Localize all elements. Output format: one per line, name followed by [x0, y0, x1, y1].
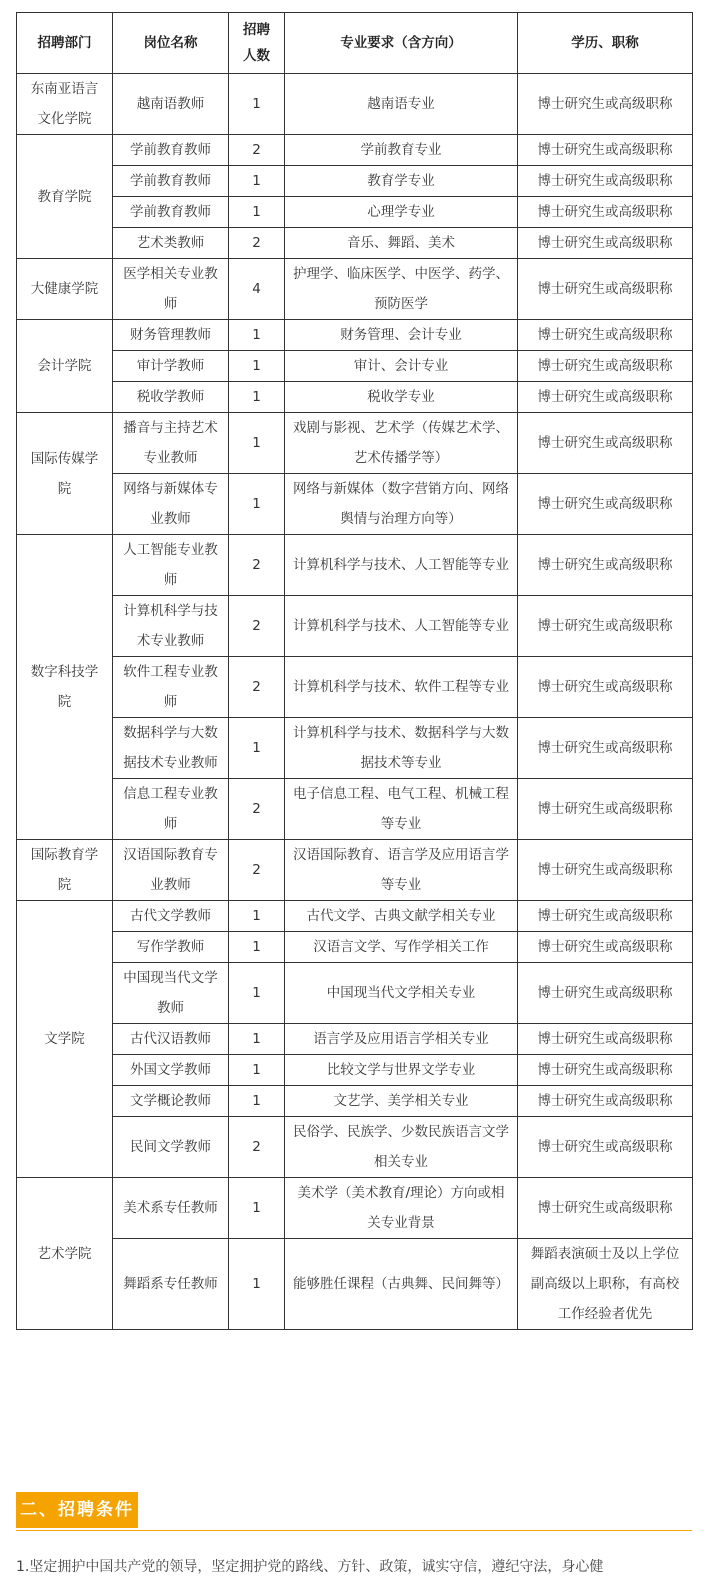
position-cell: 汉语国际教育专业教师 — [113, 840, 229, 901]
conditions-paragraph: 1.坚定拥护中国共产党的领导，坚定拥护党的路线、方针、政策，诚实守信，遵纪守法，身心健 — [16, 1559, 604, 1575]
position-cell: 学前教育教师 — [113, 166, 229, 197]
department-cell: 国际教育学院 — [17, 840, 113, 901]
major-cell: 汉语国际教育、语言学及应用语言学等专业 — [285, 840, 518, 901]
degree-cell: 博士研究生或高级职称 — [518, 779, 693, 840]
position-cell: 网络与新媒体专业教师 — [113, 474, 229, 535]
count-cell: 1 — [229, 413, 285, 474]
count-cell: 1 — [229, 166, 285, 197]
major-cell: 中国现当代文学相关专业 — [285, 963, 518, 1024]
position-cell: 软件工程专业教师 — [113, 657, 229, 718]
degree-cell: 博士研究生或高级职称 — [518, 228, 693, 259]
table-row — [17, 1117, 693, 1178]
table-row — [17, 228, 693, 259]
department-cell: 文学院 — [17, 901, 113, 1178]
major-cell: 文艺学、美学相关专业 — [285, 1086, 518, 1117]
degree-cell: 博士研究生或高级职称 — [518, 1117, 693, 1178]
position-cell: 审计学教师 — [113, 351, 229, 382]
department-cell: 艺术学院 — [17, 1178, 113, 1330]
degree-cell: 博士研究生或高级职称 — [518, 259, 693, 320]
position-cell: 学前教育教师 — [113, 135, 229, 166]
major-cell: 民俗学、民族学、少数民族语言文学相关专业 — [285, 1117, 518, 1178]
degree-cell: 博士研究生或高级职称 — [518, 74, 693, 135]
major-cell: 计算机科学与技术、软件工程等专业 — [285, 657, 518, 718]
count-cell: 1 — [229, 718, 285, 779]
recruitment-table — [16, 12, 693, 1330]
table-row — [17, 535, 693, 596]
table-row — [17, 932, 693, 963]
position-cell: 数据科学与大数据技术专业教师 — [113, 718, 229, 779]
count-cell: 1 — [229, 1055, 285, 1086]
major-cell: 戏剧与影视、艺术学（传媒艺术学、艺术传播学等） — [285, 413, 518, 474]
major-cell: 计算机科学与技术、人工智能等专业 — [285, 535, 518, 596]
header-degree: 学历、职称 — [518, 13, 693, 74]
position-cell: 中国现当代文学教师 — [113, 963, 229, 1024]
count-cell: 1 — [229, 1024, 285, 1055]
table-row — [17, 1055, 693, 1086]
degree-cell: 博士研究生或高级职称 — [518, 1024, 693, 1055]
position-cell: 学前教育教师 — [113, 197, 229, 228]
header-major: 专业要求（含方向） — [285, 13, 518, 74]
major-cell: 教育学专业 — [285, 166, 518, 197]
table-row — [17, 840, 693, 901]
position-cell: 人工智能专业教师 — [113, 535, 229, 596]
position-cell: 美术系专任教师 — [113, 1178, 229, 1239]
major-cell: 网络与新媒体（数字营销方向、网络舆情与治理方向等） — [285, 474, 518, 535]
department-cell: 国际传媒学院 — [17, 413, 113, 535]
major-cell: 学前教育专业 — [285, 135, 518, 166]
count-cell: 1 — [229, 197, 285, 228]
table-row — [17, 963, 693, 1024]
position-cell: 医学相关专业教师 — [113, 259, 229, 320]
count-cell: 2 — [229, 657, 285, 718]
major-cell: 古代文学、古典文献学相关专业 — [285, 901, 518, 932]
count-cell: 2 — [229, 779, 285, 840]
degree-cell: 博士研究生或高级职称 — [518, 963, 693, 1024]
table-row — [17, 657, 693, 718]
position-cell: 越南语教师 — [113, 74, 229, 135]
count-cell: 1 — [229, 351, 285, 382]
degree-cell: 舞蹈表演硕士及以上学位副高级以上职称，有高校工作经验者优先 — [518, 1239, 693, 1330]
count-cell: 1 — [229, 382, 285, 413]
position-cell: 税收学教师 — [113, 382, 229, 413]
count-cell: 2 — [229, 1117, 285, 1178]
count-cell: 1 — [229, 1178, 285, 1239]
degree-cell: 博士研究生或高级职称 — [518, 718, 693, 779]
degree-cell: 博士研究生或高级职称 — [518, 535, 693, 596]
degree-cell: 博士研究生或高级职称 — [518, 1178, 693, 1239]
major-cell: 语言学及应用语言学相关专业 — [285, 1024, 518, 1055]
position-cell: 财务管理教师 — [113, 320, 229, 351]
position-cell: 外国文学教师 — [113, 1055, 229, 1086]
degree-cell: 博士研究生或高级职称 — [518, 351, 693, 382]
table-row — [17, 320, 693, 351]
count-cell: 4 — [229, 259, 285, 320]
table-row — [17, 135, 693, 166]
major-cell: 审计、会计专业 — [285, 351, 518, 382]
header-position: 岗位名称 — [113, 13, 229, 74]
table-row — [17, 413, 693, 474]
major-cell: 计算机科学与技术、数据科学与大数据技术等专业 — [285, 718, 518, 779]
count-cell: 1 — [229, 932, 285, 963]
degree-cell: 博士研究生或高级职称 — [518, 320, 693, 351]
major-cell: 计算机科学与技术、人工智能等专业 — [285, 596, 518, 657]
count-cell: 2 — [229, 535, 285, 596]
department-cell: 数字科技学院 — [17, 535, 113, 840]
position-cell: 计算机科学与技术专业教师 — [113, 596, 229, 657]
count-cell: 1 — [229, 74, 285, 135]
major-cell: 护理学、临床医学、中医学、药学、预防医学 — [285, 259, 518, 320]
degree-cell: 博士研究生或高级职称 — [518, 657, 693, 718]
header-department: 招聘部门 — [17, 13, 113, 74]
table-row — [17, 74, 693, 135]
position-cell: 写作学教师 — [113, 932, 229, 963]
position-cell: 艺术类教师 — [113, 228, 229, 259]
degree-cell: 博士研究生或高级职称 — [518, 166, 693, 197]
count-cell: 1 — [229, 1239, 285, 1330]
degree-cell: 博士研究生或高级职称 — [518, 1086, 693, 1117]
table-row — [17, 779, 693, 840]
table-row — [17, 1178, 693, 1239]
table-row — [17, 718, 693, 779]
degree-cell: 博士研究生或高级职称 — [518, 197, 693, 228]
major-cell: 能够胜任课程（古典舞、民间舞等） — [285, 1239, 518, 1330]
major-cell: 税收学专业 — [285, 382, 518, 413]
degree-cell: 博士研究生或高级职称 — [518, 382, 693, 413]
section-header — [16, 1492, 692, 1531]
department-cell: 教育学院 — [17, 135, 113, 259]
position-cell: 古代汉语教师 — [113, 1024, 229, 1055]
major-cell: 汉语言文学、写作学相关工作 — [285, 932, 518, 963]
major-cell: 美术学（美术教育/理论）方向或相关专业背景 — [285, 1178, 518, 1239]
department-cell: 大健康学院 — [17, 259, 113, 320]
major-cell: 音乐、舞蹈、美术 — [285, 228, 518, 259]
position-cell: 播音与主持艺术专业教师 — [113, 413, 229, 474]
count-cell: 2 — [229, 135, 285, 166]
count-cell: 1 — [229, 474, 285, 535]
department-cell: 东南亚语言文化学院 — [17, 74, 113, 135]
major-cell: 比较文学与世界文学专业 — [285, 1055, 518, 1086]
degree-cell: 博士研究生或高级职称 — [518, 474, 693, 535]
table-row — [17, 197, 693, 228]
count-cell: 2 — [229, 228, 285, 259]
table-row — [17, 1024, 693, 1055]
position-cell: 古代文学教师 — [113, 901, 229, 932]
table-header-row — [17, 13, 693, 74]
degree-cell: 博士研究生或高级职称 — [518, 932, 693, 963]
table-row — [17, 351, 693, 382]
position-cell: 舞蹈系专任教师 — [113, 1239, 229, 1330]
degree-cell: 博士研究生或高级职称 — [518, 135, 693, 166]
major-cell: 心理学专业 — [285, 197, 518, 228]
table-row — [17, 382, 693, 413]
major-cell: 越南语专业 — [285, 74, 518, 135]
department-cell: 会计学院 — [17, 320, 113, 413]
position-cell: 民间文学教师 — [113, 1117, 229, 1178]
major-cell: 财务管理、会计专业 — [285, 320, 518, 351]
table-row — [17, 166, 693, 197]
count-cell: 1 — [229, 1086, 285, 1117]
position-cell: 文学概论教师 — [113, 1086, 229, 1117]
count-cell: 2 — [229, 840, 285, 901]
degree-cell: 博士研究生或高级职称 — [518, 901, 693, 932]
table-row — [17, 474, 693, 535]
table-row — [17, 259, 693, 320]
table-row — [17, 901, 693, 932]
table-row — [17, 596, 693, 657]
degree-cell: 博士研究生或高级职称 — [518, 840, 693, 901]
table-row — [17, 1239, 693, 1330]
count-cell: 2 — [229, 596, 285, 657]
degree-cell: 博士研究生或高级职称 — [518, 596, 693, 657]
table-row — [17, 1086, 693, 1117]
major-cell: 电子信息工程、电气工程、机械工程等专业 — [285, 779, 518, 840]
position-cell: 信息工程专业教师 — [113, 779, 229, 840]
degree-cell: 博士研究生或高级职称 — [518, 413, 693, 474]
count-cell: 1 — [229, 963, 285, 1024]
count-cell: 1 — [229, 320, 285, 351]
count-cell: 1 — [229, 901, 285, 932]
degree-cell: 博士研究生或高级职称 — [518, 1055, 693, 1086]
header-count: 招聘人数 — [229, 13, 285, 74]
section-title: 二、招聘条件 — [16, 1492, 138, 1528]
